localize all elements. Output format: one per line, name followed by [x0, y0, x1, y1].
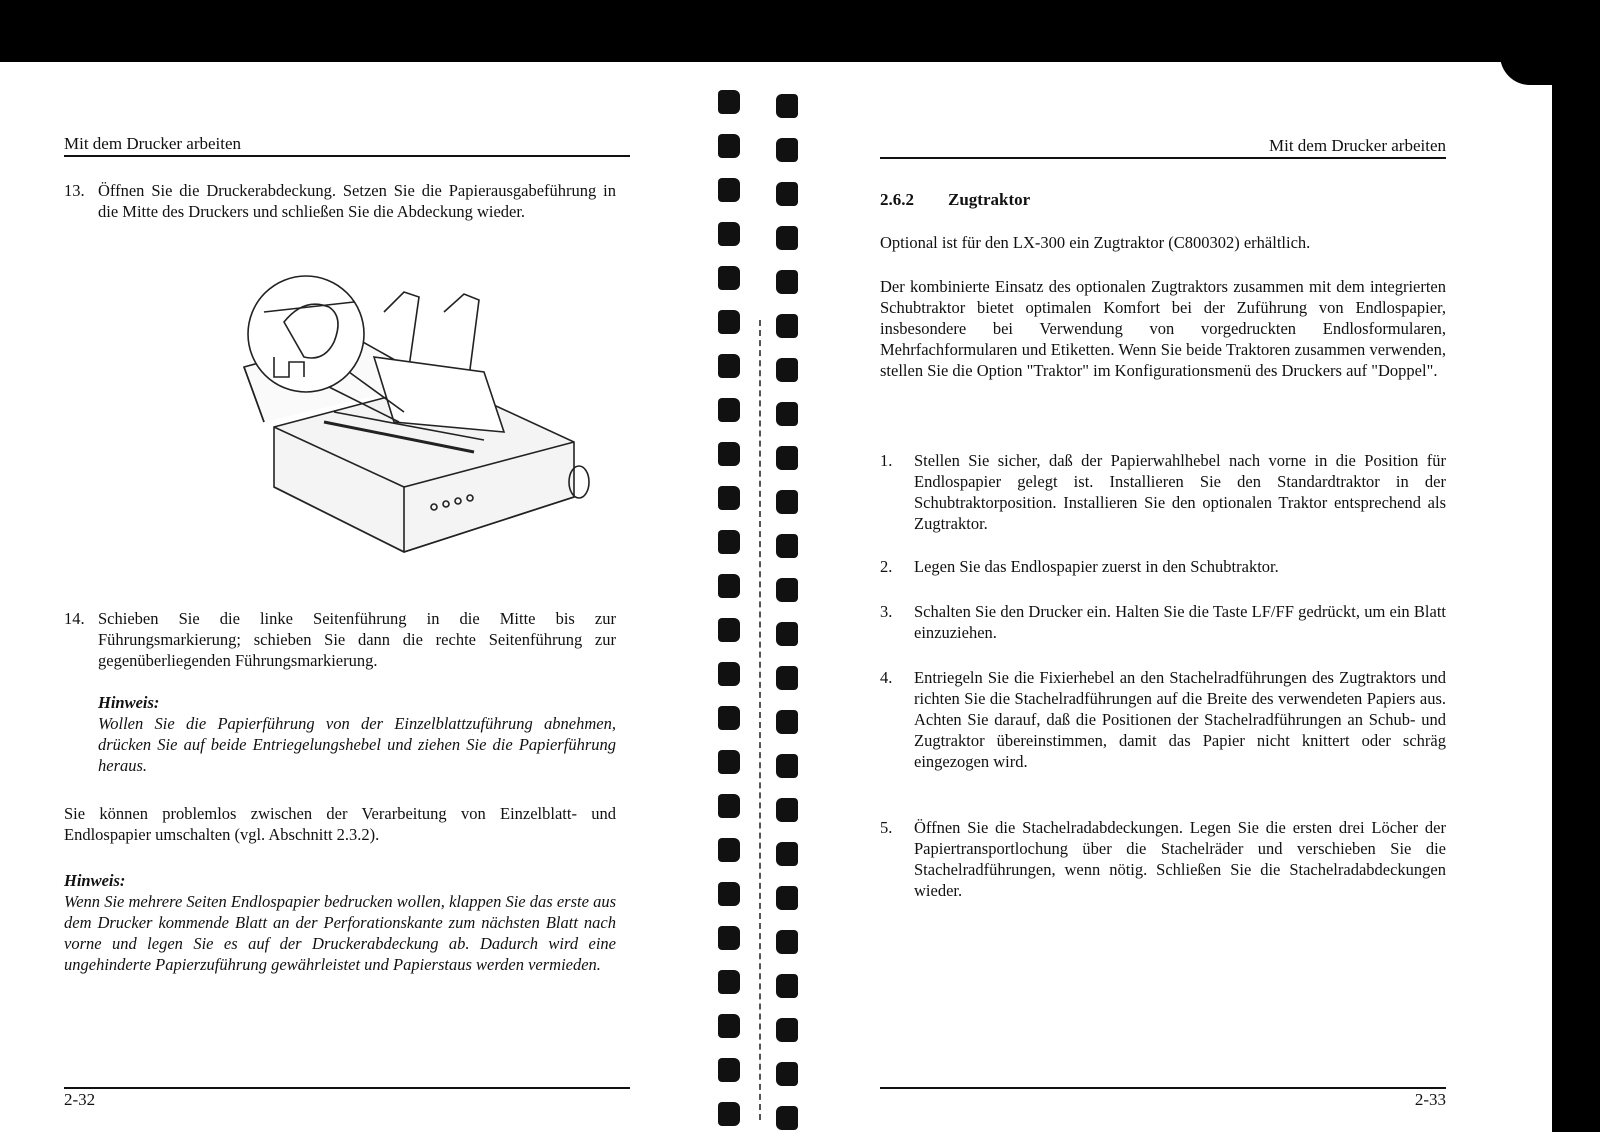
binding-coil [776, 798, 798, 822]
binding-coil [776, 886, 798, 910]
binding-coil [718, 970, 740, 994]
binding-coil [776, 138, 798, 162]
step-text: Öffnen Sie die Stachelradabdeckungen. Legen Sie die ersten drei Löcher der Papiertransportlochung über die Stachelräder und verschieben Sie die Stachelradführungen, wenn nötig. Schließen Sie die Stachelradabdeckungen wieder. [914, 818, 1446, 900]
note-2 [64, 870, 616, 975]
combined-use-paragraph: Der kombinierte Einsatz des optionalen Zugtraktors zusammen mit dem integrierten Schubtraktor bietet optimalen Komfort bei der Zuführung von Endlospapier, insbesondere bei Verwendung von vorgedruckten Endlosformularen, Mehrfachformularen und Etiketten. Wenn Sie beide Traktoren zusammen verwenden, stellen Sie die Option "Traktor" im Konfigurationsmenü des Druckers auf "Doppel". [880, 277, 1446, 380]
note-text: Wollen Sie die Papierführung von der Einzelblattzuführung abnehmen, drücken Sie auf beide Entriegelungshebel und ziehen Sie die Papierführung heraus. [98, 714, 616, 775]
binding-coil [718, 926, 740, 950]
switch-paragraph: Sie können problemlos zwischen der Verarbeitung von Einzelblatt- und Endlospapier umschalten (vgl. Abschnitt 2.3.2). [64, 804, 616, 844]
binding-coil [776, 490, 798, 514]
step-text: Schalten Sie den Drucker ein. Halten Sie die Taste LF/FF gedrückt, um ein Blatt einzuziehen. [914, 602, 1446, 642]
binding-coil [776, 534, 798, 558]
left-page-number: 2-32 [64, 1087, 630, 1110]
binding-coil [776, 842, 798, 866]
binding-coil [776, 666, 798, 690]
step-number: 13. [64, 181, 85, 200]
spiral-binding [718, 90, 818, 1132]
step-number: 4. [880, 668, 893, 687]
scan-border-right [1552, 0, 1600, 1132]
step-number: 2. [880, 557, 893, 576]
binding-coil [718, 266, 740, 290]
binding-coil [776, 1018, 798, 1042]
binding-coil [718, 222, 740, 246]
binding-coil [718, 354, 740, 378]
binding-coil [718, 838, 740, 862]
binding-coil [776, 226, 798, 250]
note-1 [98, 692, 616, 776]
step-3 [880, 601, 1446, 643]
binding-coil [776, 974, 798, 998]
binding-coil [776, 358, 798, 382]
step-4 [880, 667, 1446, 772]
step-text: Legen Sie das Endlospapier zuerst in den Schubtraktor. [914, 557, 1279, 576]
binding-spine [759, 320, 761, 1120]
right-page-number: 2-33 [880, 1087, 1446, 1110]
left-page-header: Mit dem Drucker arbeiten [64, 134, 630, 157]
step-5 [880, 817, 1446, 901]
binding-coil [776, 1106, 798, 1130]
binding-coil [718, 750, 740, 774]
binding-coil [718, 134, 740, 158]
binding-coil [776, 94, 798, 118]
binding-coil [718, 1058, 740, 1082]
section-heading [880, 190, 1030, 210]
step-text: Öffnen Sie die Druckerabdeckung. Setzen Sie die Papierausgabeführung in die Mitte des Druckers und schließen Sie die Abdeckung wieder. [98, 181, 616, 221]
binding-coil [718, 882, 740, 906]
binding-coil [776, 270, 798, 294]
binding-coil [718, 442, 740, 466]
step-number: 14. [64, 609, 85, 628]
step-13 [64, 180, 616, 222]
binding-coil [718, 618, 740, 642]
binding-coil [718, 794, 740, 818]
step-14 [64, 608, 616, 671]
step-1 [880, 450, 1446, 534]
binding-coil [718, 310, 740, 334]
binding-coil [718, 530, 740, 554]
scan-border-top [0, 0, 1600, 62]
binding-coil [718, 574, 740, 598]
binding-coil [718, 1102, 740, 1126]
binding-coil [718, 398, 740, 422]
step-text: Schieben Sie die linke Seitenführung in die Mitte bis zur Führungsmarkierung; schieben Sie dann die rechte Seitenführung zur gegenüberliegenden Führungsmarkierung. [98, 609, 616, 670]
section-title: Zugtraktor [948, 190, 1031, 209]
note-title: Hinweis: [98, 693, 160, 712]
binding-coil [776, 314, 798, 338]
binding-coil [776, 622, 798, 646]
binding-coil [776, 446, 798, 470]
binding-coil [776, 930, 798, 954]
intro-paragraph: Optional ist für den LX-300 ein Zugtraktor (C800302) erhältlich. [880, 233, 1311, 252]
section-number: 2.6.2 [880, 190, 914, 209]
right-page-header: Mit dem Drucker arbeiten [880, 136, 1446, 159]
step-text: Stellen Sie sicher, daß der Papierwahlhebel nach vorne in die Position für Endlospapier gelegt ist. Installieren Sie den Standardtraktor in der Schubtraktorposition. Installieren Sie den optionalen Traktor entsprechend als Zugtraktor. [914, 451, 1446, 533]
binding-coil [776, 754, 798, 778]
step-number: 5. [880, 818, 893, 837]
note-title: Hinweis: [64, 871, 126, 890]
binding-coil [718, 1014, 740, 1038]
note-text: Wenn Sie mehrere Seiten Endlospapier bedrucken wollen, klappen Sie das erste aus dem Drucker kommende Blatt an der Perforationskante zum nächsten Blatt nach vorne und legen Sie es auf der Druckerabdeckung ab. Dadurch wird eine ungehinderte Papierzuführung gewährleistet und Papierstaus werden vermieden. [64, 892, 616, 974]
scan-border-corner [1500, 55, 1560, 85]
step-number: 3. [880, 602, 893, 621]
step-2 [880, 556, 1446, 577]
step-number: 1. [880, 451, 893, 470]
step-text: Entriegeln Sie die Fixierhebel an den Stachelradführungen des Zugtraktors und richten Sie die Stachelradführungen auf die Breite des verwendeten Papiers aus. Achten Sie darauf, daß die Positionen der Stachelradführungen an Schub- und Zugtraktor übereinstimmen, damit das Papier nicht knittert oder schräg eingezogen wird. [914, 668, 1446, 771]
binding-coil [718, 90, 740, 114]
printer-illustration-icon [234, 272, 604, 557]
binding-coil [776, 578, 798, 602]
binding-coil [718, 706, 740, 730]
binding-coil [776, 402, 798, 426]
binding-coil [718, 662, 740, 686]
binding-coil [776, 182, 798, 206]
binding-coil [718, 486, 740, 510]
binding-coil [776, 710, 798, 734]
binding-coil [776, 1062, 798, 1086]
binding-coil [718, 178, 740, 202]
